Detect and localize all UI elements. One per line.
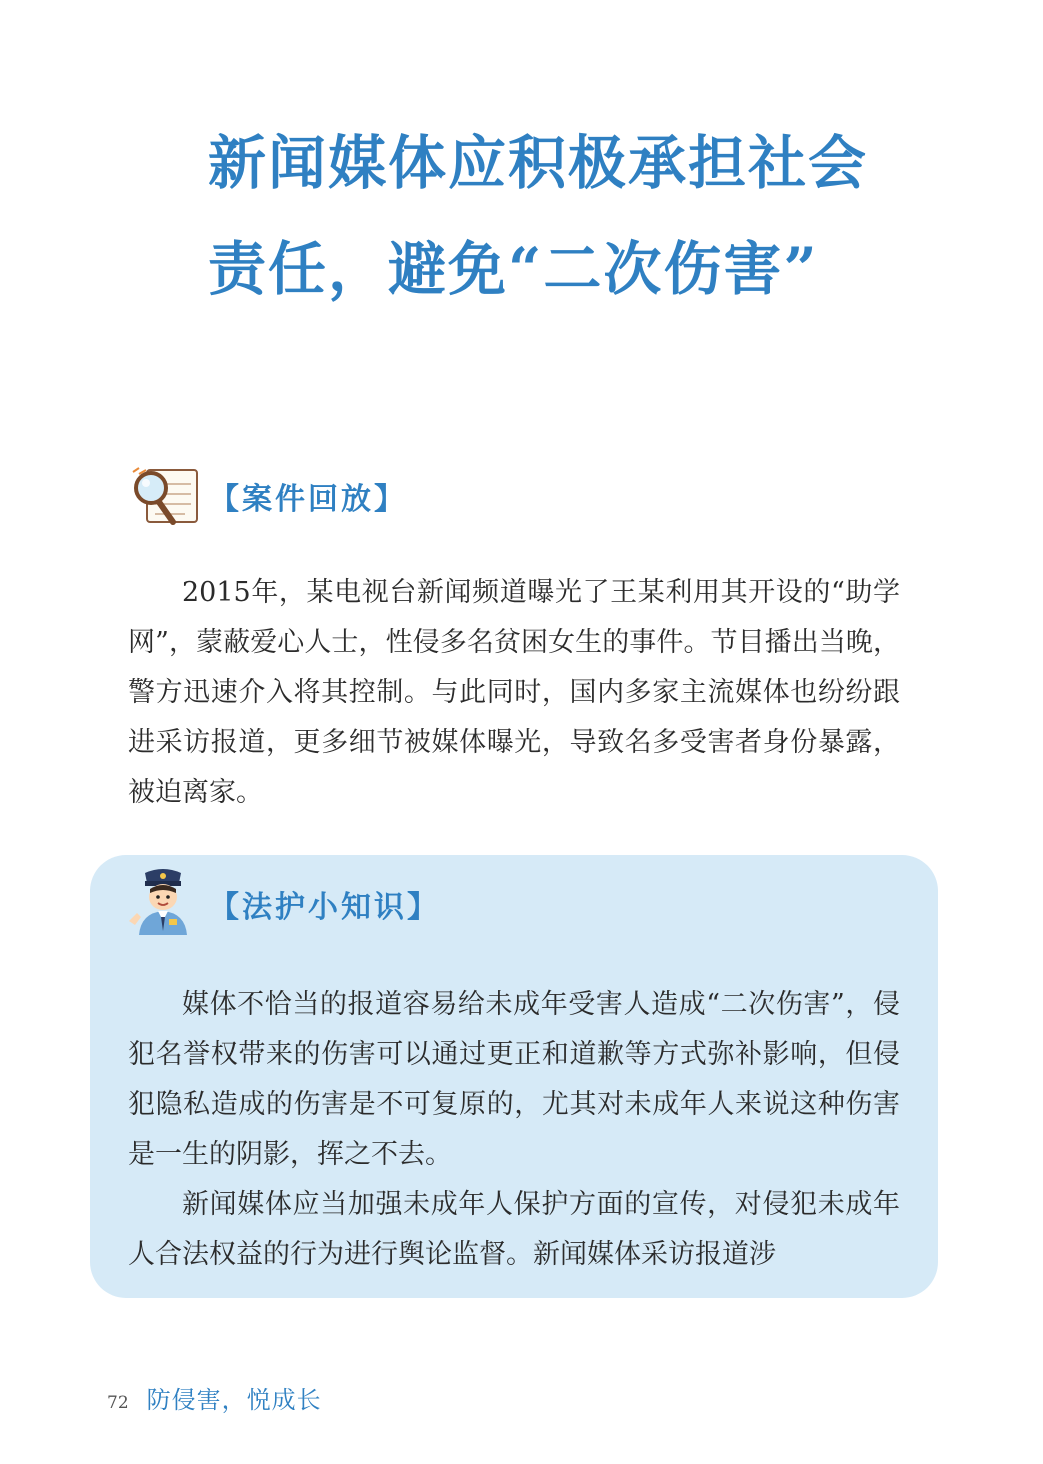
page-footer xyxy=(107,1380,322,1415)
case-review-heading: 【案件回放】 xyxy=(209,482,407,517)
case-review-header xyxy=(125,466,407,526)
legal-tip-paragraph-2: 新闻媒体应当加强未成年人保护方面的宣传，对侵犯未成年人合法权益的行为进行舆论监督。新闻媒体采访报道涉 xyxy=(128,1189,900,1270)
magnifier-notepad-icon xyxy=(125,462,201,530)
police-officer-icon xyxy=(125,867,201,941)
legal-tip-heading: 【法护小知识】 xyxy=(209,890,440,925)
legal-tip-body xyxy=(128,980,900,1280)
case-review-body xyxy=(128,568,900,818)
page-title-line-2: 责任，避免“二次伤害” xyxy=(208,235,819,303)
book-title: 防侵害，悦成长 xyxy=(146,1386,322,1414)
legal-tip-header xyxy=(125,874,440,934)
case-review-paragraph: 2015年，某电视台新闻频道曝光了王某利用其开设的“助学网”，蒙蔽爱心人士，性侵多名贫困女生的事件。节目播出当晚，警方迅速介入将其控制。与此同时，国内多家主流媒体也纷纷跟进采访报道，更多细节被媒体曝光，导致名多受害者身份暴露，被迫离家。 xyxy=(128,577,900,808)
legal-tip-paragraph-1: 媒体不恰当的报道容易给未成年受害人造成“二次伤害”，侵犯名誉权带来的伤害可以通过更正和道歉等方式弥补影响，但侵犯隐私造成的伤害是不可复原的，尤其对未成年人来说这种伤害是一生的阴影，挥之不去。 xyxy=(128,989,900,1170)
page-number: 72 xyxy=(107,1393,129,1413)
page-title-line-1: 新闻媒体应积极承担社会 xyxy=(208,129,869,197)
